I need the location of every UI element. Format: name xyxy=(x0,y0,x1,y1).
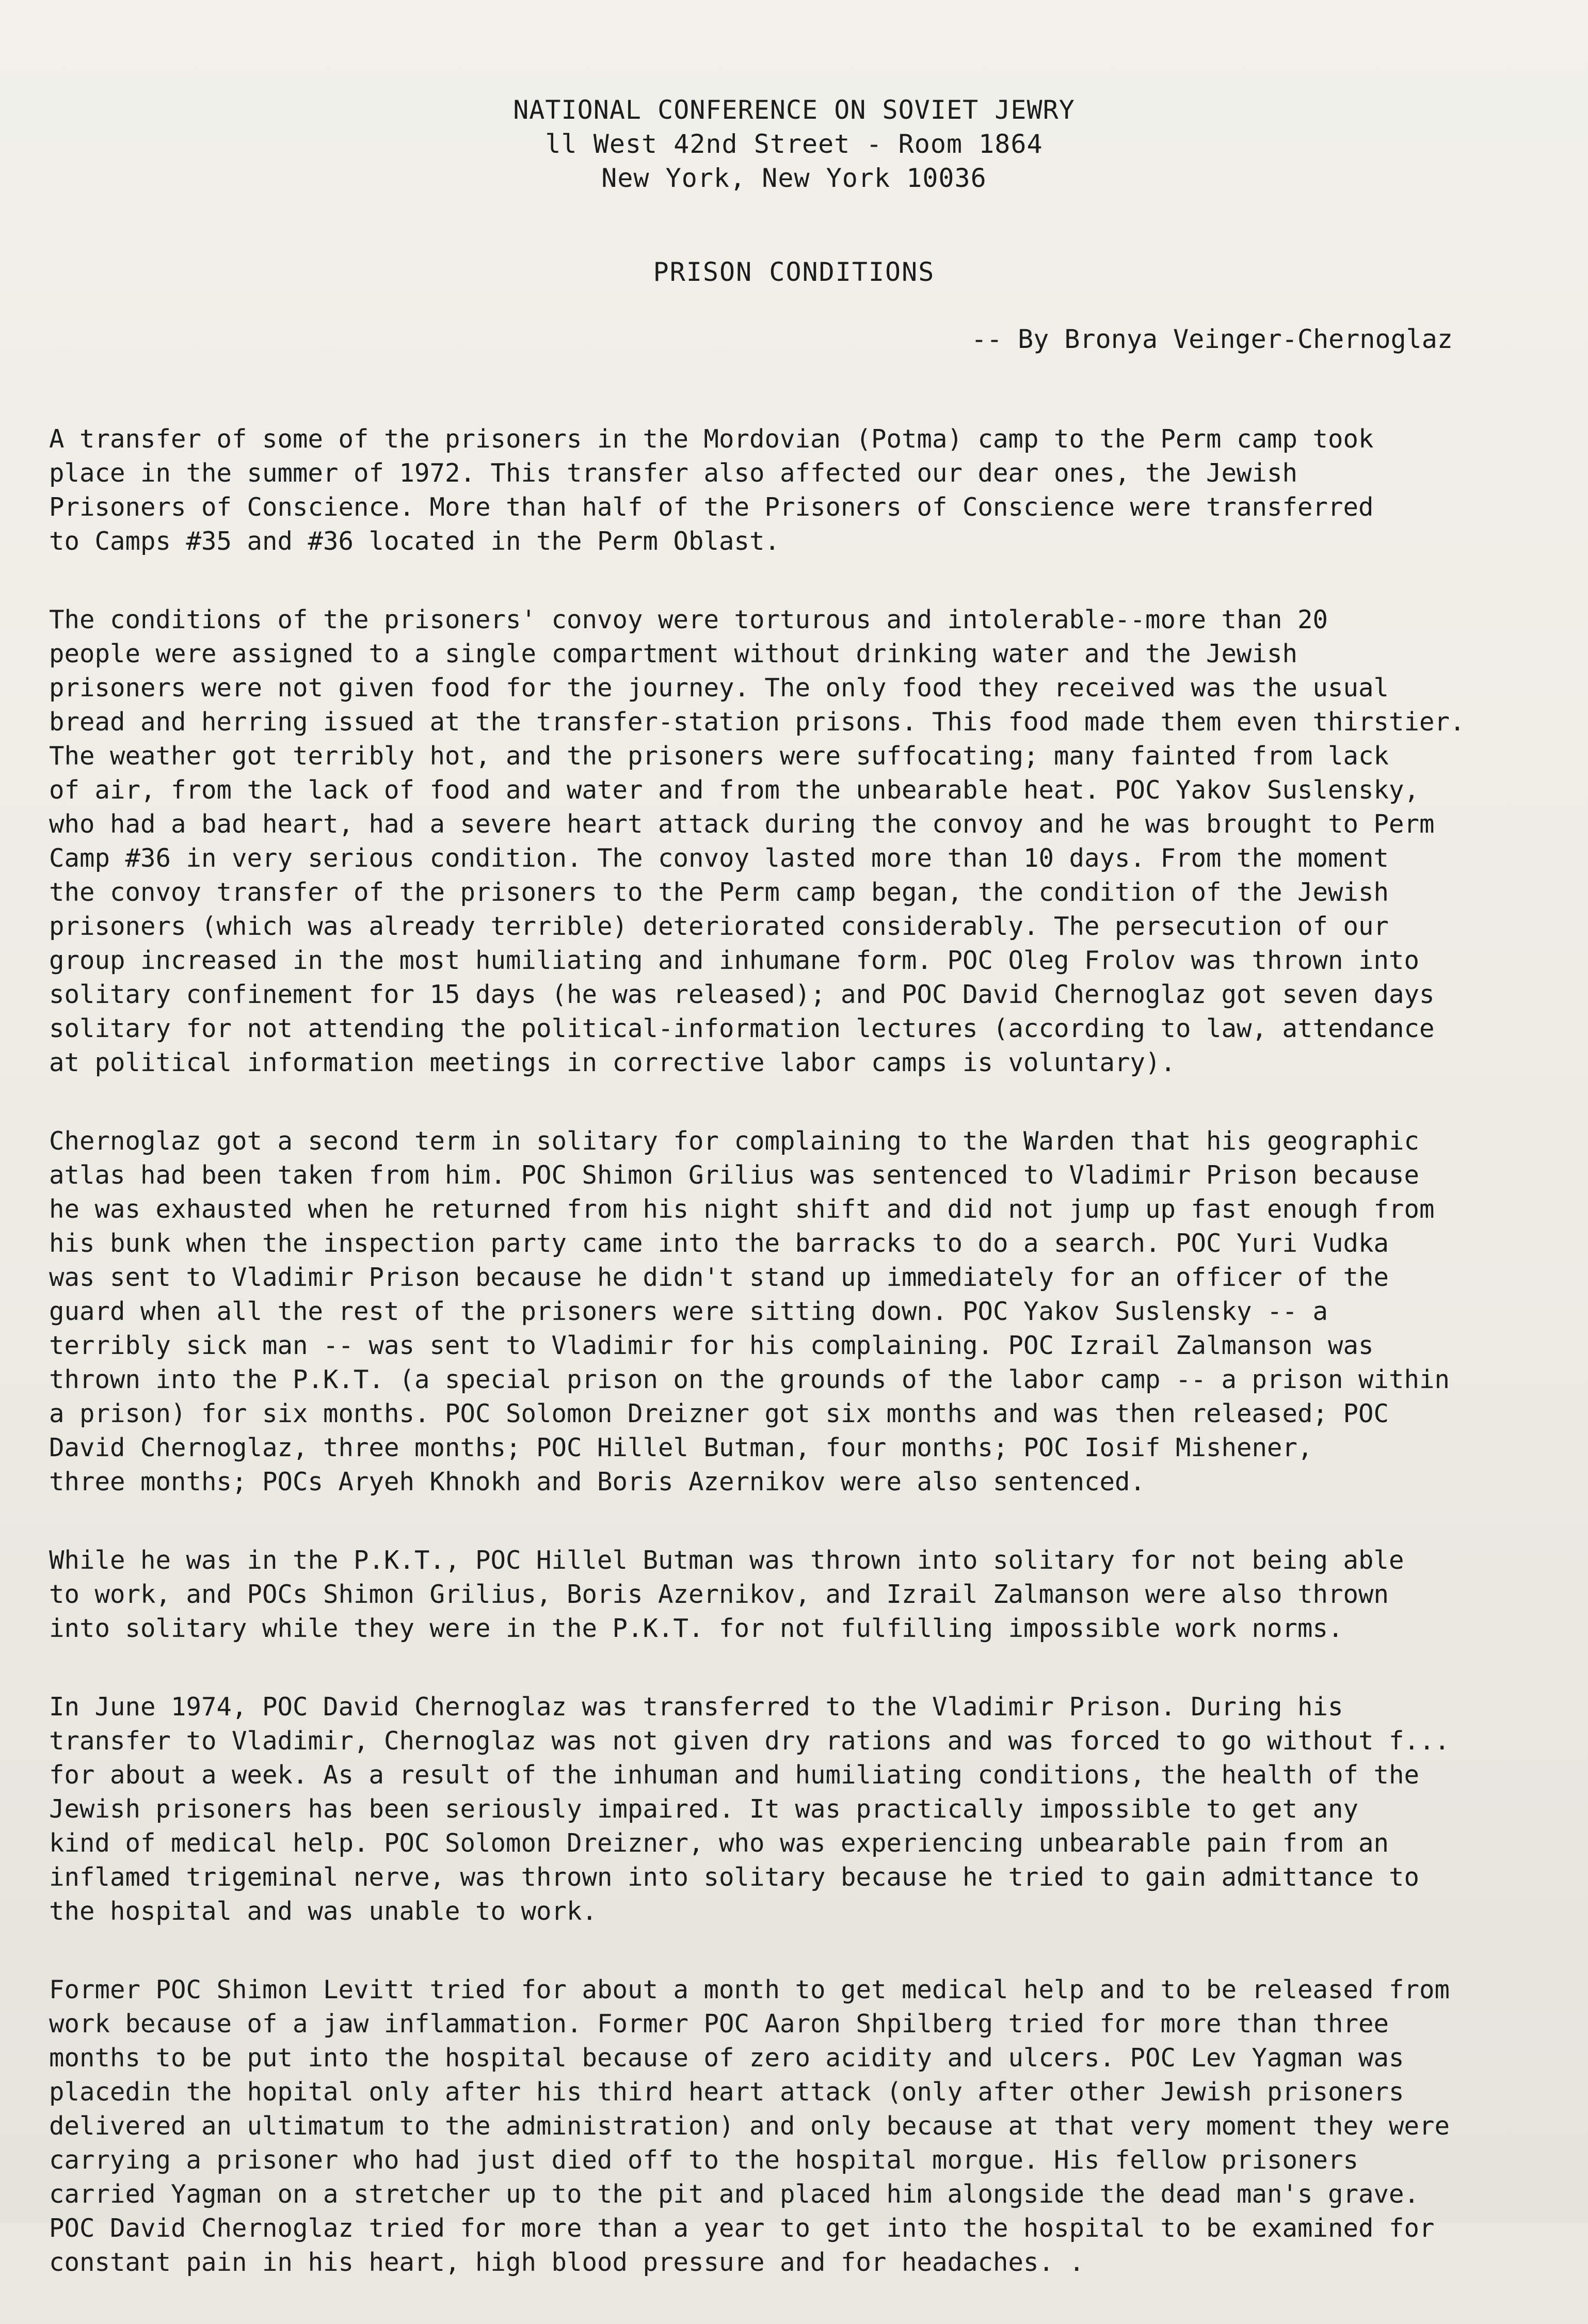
text-line: months to be put into the hospital because of zero acidity and ulcers. POC Lev Yagman was xyxy=(49,2043,1404,2073)
text-line: The conditions of the prisoners' convoy were torturous and intolerable--more than 20 xyxy=(49,605,1328,634)
text-line: Prisoners of Conscience. More than half of the Prisoners of Conscience were transferred xyxy=(49,492,1374,522)
organization-name: NATIONAL CONFERENCE ON SOVIET JEWRY xyxy=(513,95,1075,125)
street-address: ll West 42nd Street - Room 1864 xyxy=(545,129,1043,159)
text-line: David Chernoglaz, three months; POC Hillel Butman, four months; POC Iosif Mishener, xyxy=(49,1433,1313,1462)
text-line: prisoners (which was already terrible) deteriorated considerably. The persecution of our xyxy=(49,912,1389,941)
text-line: While he was in the P.K.T., POC Hillel Butman was thrown into solitary for not being able xyxy=(49,1546,1404,1575)
text-line: inflamed trigeminal nerve, was thrown into solitary because he tried to gain admittance to xyxy=(49,1863,1420,1892)
text-line: In June 1974, POC David Chernoglaz was transferred to the Vladimir Prison. During his xyxy=(49,1692,1343,1722)
paragraph xyxy=(49,1543,1548,1646)
document-title: PRISON CONDITIONS xyxy=(653,257,935,287)
text-line: thrown into the P.K.T. (a special prison on the grounds of the labor camp -- a prison within xyxy=(49,1365,1450,1394)
text-line: work because of a jaw inflammation. Former POC Aaron Shpilberg tried for more than three xyxy=(49,2009,1389,2039)
text-line: A transfer of some of the prisoners in the Mordovian (Potma) camp to the Perm camp took xyxy=(49,424,1374,454)
text-line: of air, from the lack of food and water and from the unbearable heat. POC Yakov Suslensky, xyxy=(49,775,1420,805)
text-line: at political information meetings in corrective labor camps is voluntary). xyxy=(49,1048,1176,1077)
paragraph xyxy=(49,1124,1548,1499)
text-line: Camp #36 in very serious condition. The convoy lasted more than 10 days. From the moment xyxy=(49,843,1389,873)
text-line: group increased in the most humiliating and inhumane form. POC Oleg Frolov was thrown into xyxy=(49,946,1420,975)
author-byline: -- By Bronya Veinger-Chernoglaz xyxy=(971,324,1453,354)
city-address: New York, New York 10036 xyxy=(601,163,987,193)
text-line: the convoy transfer of the prisoners to the Perm camp began, the condition of the Jewish xyxy=(49,878,1389,907)
document-body xyxy=(49,422,1548,2324)
text-line: atlas had been taken from him. POC Shimon Grilius was sentenced to Vladimir Prison because xyxy=(49,1160,1420,1190)
text-line: who had a bad heart, had a severe heart attack during the convoy and he was brought to Perm xyxy=(49,809,1435,839)
text-line: the hospital and was unable to work. xyxy=(49,1897,598,1926)
text-line: Chernoglaz got a second term in solitary for complaining to the Warden that his geographic xyxy=(49,1126,1420,1156)
paragraph xyxy=(49,422,1548,559)
text-line: three months; POCs Aryeh Khnokh and Boris Azernikov were also sentenced. xyxy=(49,1467,1146,1497)
text-line: his bunk when the inspection party came into the barracks to do a search. POC Yuri Vudka xyxy=(49,1229,1389,1258)
text-line: kind of medical help. POC Solomon Dreizner, who was experiencing unbearable pain from an xyxy=(49,1828,1389,1858)
text-line: was sent to Vladimir Prison because he didn't stand up immediately for an officer of the xyxy=(49,1263,1389,1292)
text-line: constant pain in his heart, high blood pressure and for headaches. . xyxy=(49,2248,1085,2277)
text-line: carrying a prisoner who had just died off to the hospital morgue. His fellow prisoners xyxy=(49,2145,1359,2175)
text-line: into solitary while they were in the P.K.T. for not fulfilling impossible work norms. xyxy=(49,1614,1343,1643)
paragraph xyxy=(49,603,1548,1080)
paragraph xyxy=(49,1690,1548,1929)
text-line: transfer to Vladimir, Chernoglaz was not given dry rations and was forced to go without f... xyxy=(49,1726,1450,1756)
text-line: a prison) for six months. POC Solomon Dreizner got six months and was then released; POC xyxy=(49,1399,1389,1428)
text-line: people were assigned to a single compartment without drinking water and the Jewish xyxy=(49,639,1298,668)
text-line: solitary confinement for 15 days (he was released); and POC David Chernoglaz got seven days xyxy=(49,980,1435,1009)
text-line: delivered an ultimatum to the administration) and only because at that very moment they were xyxy=(49,2111,1450,2141)
text-line: Jewish prisoners has been seriously impaired. It was practically impossible to get any xyxy=(49,1794,1359,1824)
text-line: for about a week. As a result of the inhuman and humiliating conditions, the health of the xyxy=(49,1760,1420,1790)
text-line: he was exhausted when he returned from his night shift and did not jump up fast enough from xyxy=(49,1195,1435,1224)
text-line: guard when all the rest of the prisoners were sitting down. POC Yakov Suslensky -- a xyxy=(49,1297,1328,1326)
text-line: to Camps #35 and #36 located in the Perm Oblast. xyxy=(49,527,780,556)
text-line: prisoners were not given food for the journey. The only food they received was the usual xyxy=(49,673,1389,703)
text-line: placedin the hopital only after his third heart attack (only after other Jewish prisoners xyxy=(49,2077,1404,2107)
text-line: carried Yagman on a stretcher up to the pit and placed him alongside the dead man's grave. xyxy=(49,2179,1420,2209)
text-line: Former POC Shimon Levitt tried for about a month to get medical help and to be released from xyxy=(49,1975,1450,2004)
letterhead xyxy=(0,93,1588,195)
paragraph xyxy=(49,1973,1548,2280)
text-line: bread and herring issued at the transfer-station prisons. This food made them even thirstier. xyxy=(49,707,1465,737)
text-line: terribly sick man -- was sent to Vladimir for his complaining. POC Izrail Zalmanson was xyxy=(49,1331,1374,1360)
text-line: The weather got terribly hot, and the prisoners were suffocating; many fainted from lack xyxy=(49,741,1389,771)
text-line: to work, and POCs Shimon Grilius, Boris Azernikov, and Izrail Zalmanson were also thrown xyxy=(49,1580,1389,1609)
text-line: solitary for not attending the political-information lectures (according to law, attendance xyxy=(49,1014,1435,1043)
text-line: POC David Chernoglaz tried for more than a year to get into the hospital to be examined for xyxy=(49,2214,1435,2243)
text-line: place in the summer of 1972. This transfer also affected our dear ones, the Jewish xyxy=(49,458,1298,488)
